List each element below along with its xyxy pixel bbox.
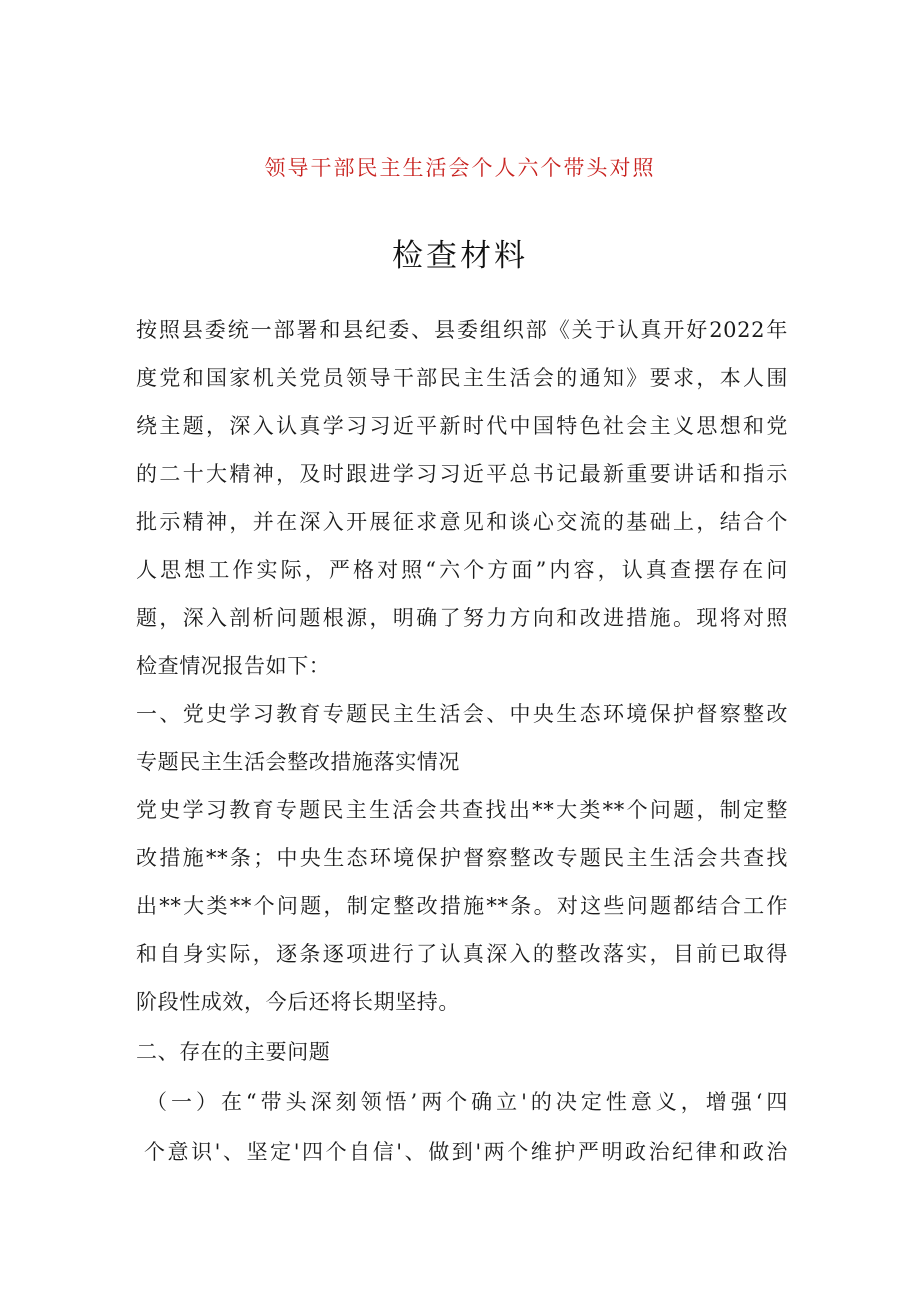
paragraph-line: 题，深入剖析问题根源，明确了努力方向和改进措施。现将对照 xyxy=(136,606,788,630)
document-subtitle: 领导干部民主生活会个人六个带头对照 xyxy=(264,156,656,180)
paragraph-line: 人思想工作实际，严格对照“六个方面”内容，认真查摆存在问 xyxy=(136,558,788,582)
paragraph-line: 检查情况报告如下： xyxy=(136,654,331,678)
paragraph-line: 按照县委统一部署和县纪委、县委组织部《关于认真开好2022年 xyxy=(136,318,788,342)
paragraph-line: 的二十大精神，及时跟进学习习近平总书记最新重要讲话和指示 xyxy=(136,462,788,486)
subsection-line: （一）在“带头深刻领悟’两个确立'的决定性意义，增强‘四 xyxy=(146,1090,788,1114)
paragraph-line: 改措施**条；中央生态环境保护督察整改专题民主生活会共查找 xyxy=(136,846,788,870)
paragraph-line: 批示精神，并在深入开展征求意见和谈心交流的基础上，结合个 xyxy=(136,510,788,534)
section-heading-line: 一、党史学习教育专题民主生活会、中央生态环境保护督察整改 xyxy=(136,702,788,726)
section-heading-line: 专题民主生活会整改措施落实情况 xyxy=(136,750,460,774)
paragraph-line: 绕主题，深入认真学习习近平新时代中国特色社会主义思想和党 xyxy=(136,414,788,438)
paragraph-line: 度党和国家机关党员领导干部民主生活会的通知》要求，本人围 xyxy=(136,366,788,390)
subsection-line: 个意识'、坚定'四个自信'、做到'两个维护严明政治纪律和政治 xyxy=(144,1140,788,1164)
paragraph-line: 阶段性成效，今后还将长期坚持。 xyxy=(136,990,460,1014)
paragraph-line: 出**大类**个问题，制定整改措施**条。对这些问题都结合工作 xyxy=(136,894,788,918)
section-heading-line: 二、存在的主要问题 xyxy=(136,1040,331,1064)
paragraph-line: 党史学习教育专题民主生活会共查找出**大类**个问题，制定整 xyxy=(136,798,788,822)
paragraph-line: 和自身实际，逐条逐项进行了认真深入的整改落实，目前已取得 xyxy=(136,942,788,966)
document-title: 检查材料 xyxy=(392,238,528,274)
